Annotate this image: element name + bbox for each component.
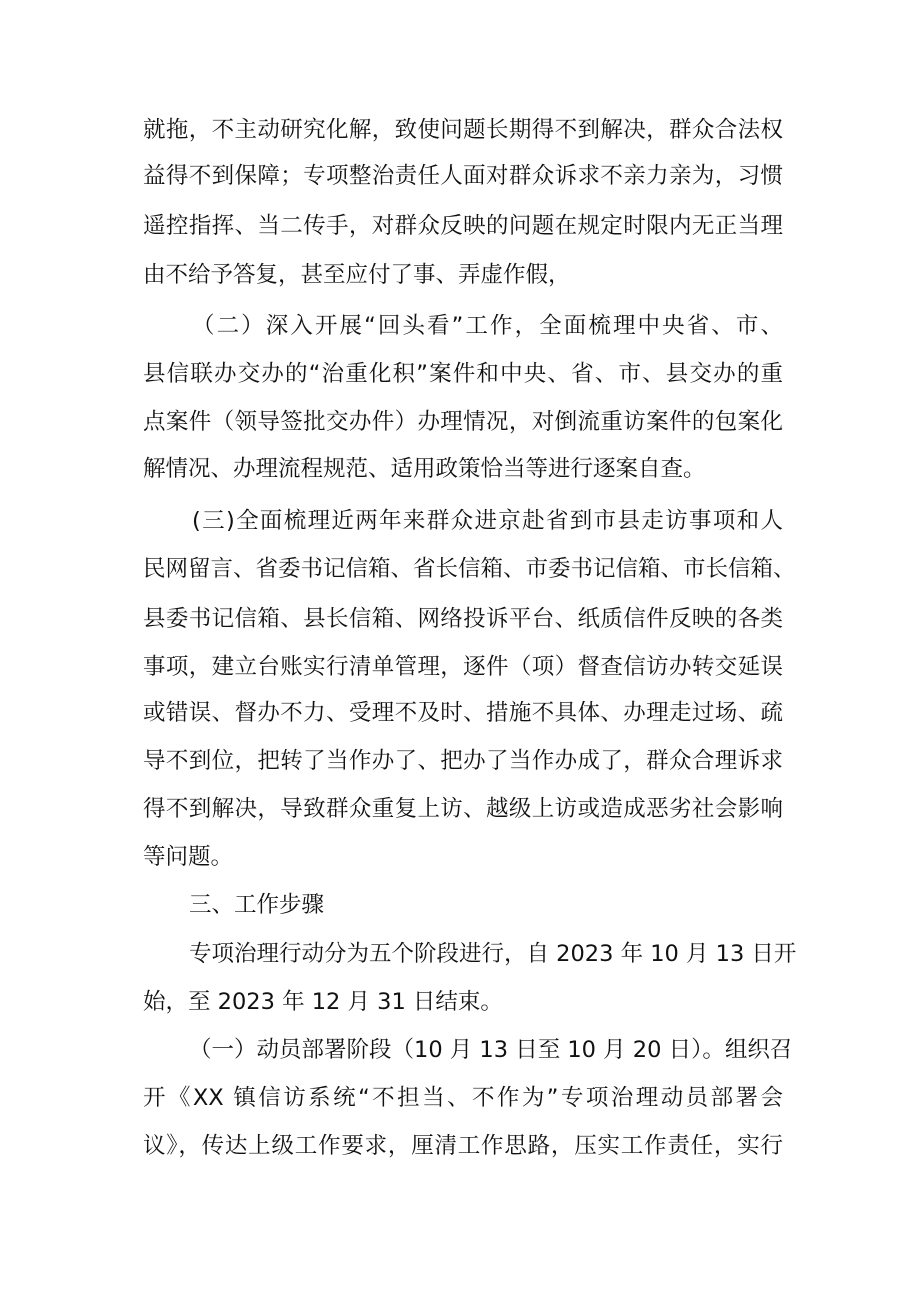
text-line-15: 得不到解决，导致群众重复上访、越级上访或造成恶劣社会影响 — [143, 796, 783, 822]
text-line-2: 益得不到保障；专项整治责任人面对群众诉求不亲力亲为，习惯 — [143, 163, 783, 189]
text-line-6: 县信联办交办的“治重化积”案件和中央、省、市、县交办的重 — [143, 361, 783, 387]
text-line-20: （一）动员部署阶段（10 月 13 日至 10 月 20 日）。组织召 — [189, 1037, 793, 1063]
text-line-5: （二）深入开展“回头看”工作，全面梳理中央省、市、 — [192, 313, 783, 339]
text-line-12: 事项，建立台账实行清单管理，逐件（项）督查信访办转交延误 — [143, 654, 783, 680]
text-line-4: 由不给予答复，甚至应付了事、弄虚作假， — [143, 262, 571, 288]
text-line-18: 专项治理行动分为五个阶段进行，自 2023 年 10 月 13 日开 — [189, 941, 797, 967]
text-line-11: 县委书记信箱、县长信箱、网络投诉平台、纸质信件反映的各类 — [143, 606, 783, 632]
text-line-7: 点案件（领导签批交办件）办理情况，对倒流重访案件的包案化 — [143, 409, 783, 435]
text-line-10: 民网留言、省委书记信箱、省长信箱、市委书记信箱、市长信箱、 — [143, 556, 796, 582]
text-line-16: 等问题。 — [143, 844, 234, 870]
text-line-14: 导不到位，把转了当作办了、把办了当作办成了，群众合理诉求 — [143, 748, 783, 774]
text-line-19: 始，至 2023 年 12 月 31 日结束。 — [143, 989, 503, 1015]
text-line-9: (三)全面梳理近两年来群众进京赴省到市县走访事项和人 — [192, 508, 783, 534]
text-line-8: 解情况、办理流程规范、适用政策恰当等进行逐案自查。 — [143, 456, 706, 482]
text-line-21: 开《XX 镇信访系统“不担当、不作为”专项治理动员部署会 — [143, 1085, 783, 1111]
text-line-22: 议》，传达上级工作要求，厘清工作思路，压实工作责任，实行 — [143, 1133, 783, 1159]
text-line-13: 或错误、督办不力、受理不及时、措施不具体、办理走过场、疏 — [143, 700, 783, 726]
text-line-3: 遥控指挥、当二传手，对群众反映的问题在规定时限内无正当理 — [143, 213, 783, 239]
section-heading: 三、工作步骤 — [189, 892, 325, 918]
text-line-1: 就拖，不主动研究化解，致使问题长期得不到解决，群众合法权 — [143, 117, 783, 143]
